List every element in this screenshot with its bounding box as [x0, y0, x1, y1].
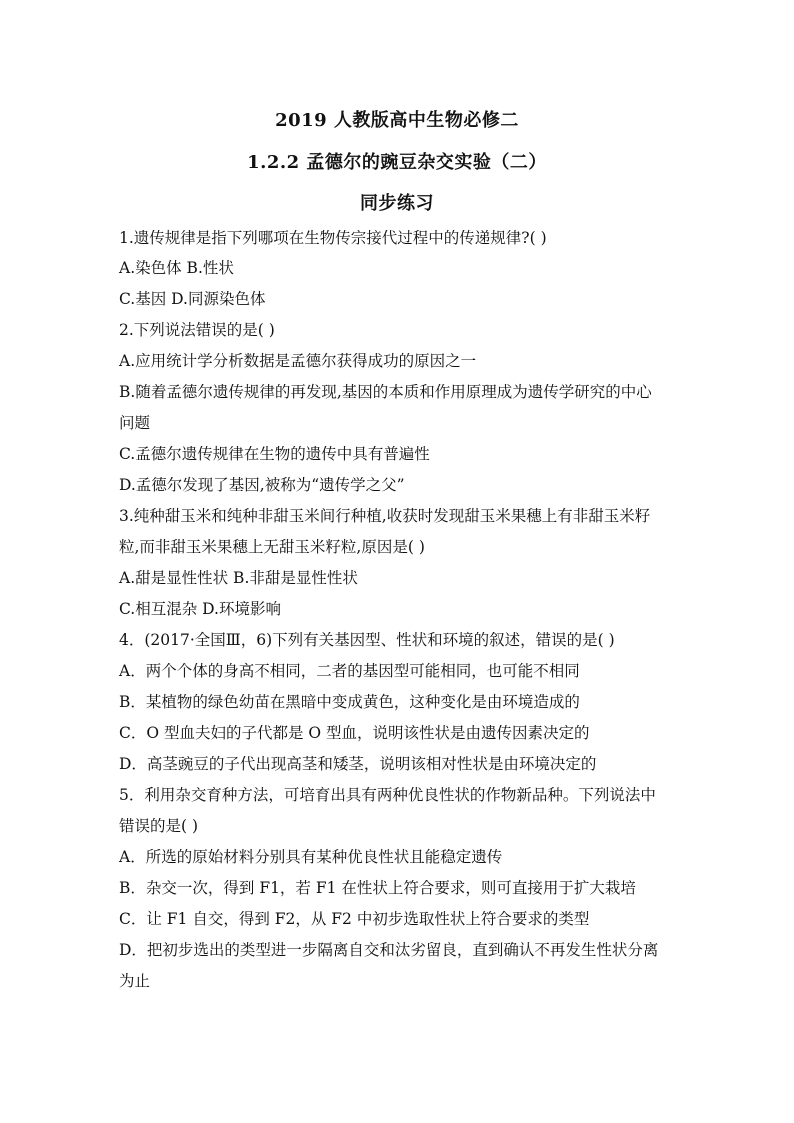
question-3-cont: 粒,而非甜玉米果穗上无甜玉米籽粒,原因是( ): [119, 538, 425, 556]
section-title: 同步练习: [360, 193, 434, 214]
question-2-option-d: D.孟德尔发现了基因,被称为“遗传学之父”: [119, 476, 405, 494]
question-2-option-c: C.孟德尔遗传规律在生物的遗传中具有普遍性: [119, 445, 430, 463]
question-2-option-b-cont: 问题: [119, 414, 151, 432]
question-5-option-c: C．让 F1 自交，得到 F2，从 F2 中初步选取性状上符合要求的类型: [119, 910, 590, 928]
question-1-option-cd: C.基因 D.同源染色体: [119, 290, 266, 308]
question-4-option-c: C．O 型血夫妇的子代都是 O 型血，说明该性状是由遗传因素决定的: [119, 724, 590, 742]
question-5-cont: 错误的是( ): [119, 817, 199, 835]
question-3-option-ab: A.甜是显性性状 B.非甜是显性性状: [119, 569, 358, 587]
question-3: 3.纯种甜玉米和纯种非甜玉米间行种植,收获时发现甜玉米果穗上有非甜玉米籽: [119, 507, 651, 525]
question-1-option-ab: A.染色体 B.性状: [119, 259, 234, 277]
question-4-option-a: A．两个个体的身高不相同，二者的基因型可能相同，也可能不相同: [119, 662, 580, 680]
document-title: 2019 人教版高中生物必修二: [275, 110, 519, 131]
question-5-option-b: B．杂交一次，得到 F1，若 F1 在性状上符合要求，则可直接用于扩大栽培: [119, 879, 636, 897]
question-4-option-d: D．高茎豌豆的子代出现高茎和矮茎，说明该相对性状是由环境决定的: [119, 755, 597, 773]
question-1: 1.遗传规律是指下列哪项在生物传宗接代过程中的传递规律?( ): [119, 229, 547, 247]
lesson-title: 1.2.2 孟德尔的豌豆杂交实验（二）: [247, 152, 547, 173]
question-4: 4．(2017·全国Ⅲ，6)下列有关基因型、性状和环境的叙述，错误的是( ): [119, 631, 615, 649]
question-5-option-d-cont: 为止: [119, 972, 151, 990]
question-2-option-b: B.随着孟德尔遗传规律的再发现,基因的本质和作用原理成为遗传学研究的中心: [119, 383, 652, 401]
question-5-option-d: D．把初步选出的类型进一步隔离自交和汰劣留良，直到确认不再发生性状分离: [119, 941, 659, 959]
question-2: 2.下列说法错误的是( ): [119, 321, 275, 339]
question-5-option-a: A．所选的原始材料分别具有某种优良性状且能稳定遗传: [119, 848, 503, 866]
question-3-option-cd: C.相互混杂 D.环境影响: [119, 600, 281, 618]
question-5: 5．利用杂交育种方法，可培育出具有两种优良性状的作物新品种。下列说法中: [119, 786, 656, 804]
question-2-option-a: A.应用统计学分析数据是孟德尔获得成功的原因之一: [119, 352, 477, 370]
question-4-option-b: B．某植物的绿色幼苗在黑暗中变成黄色，这种变化是由环境造成的: [119, 693, 580, 711]
